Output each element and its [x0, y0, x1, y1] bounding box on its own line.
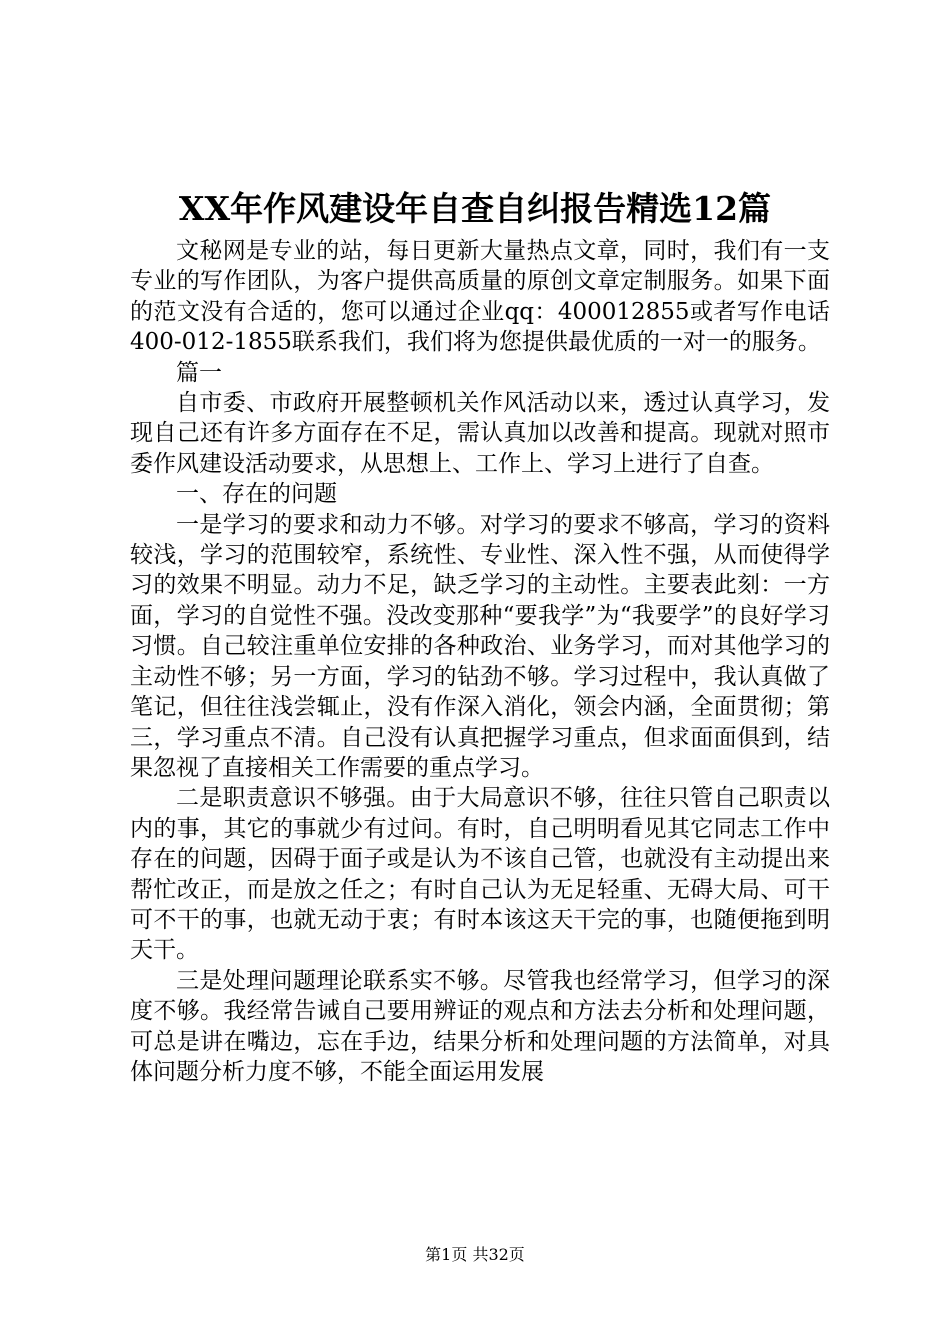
paragraph-problem-3: 三是处理问题理论联系实不够。尽管我也经常学习，但学习的深度不够。我经常告诫自己要用辨证的观点和方法去分析和处理问题，可总是讲在嘴边，忘在手边，结果分析和处理问题的方法简单，对具体问题分析力度不够，不能全面运用发展 — [130, 967, 830, 1085]
paragraph-problem-1: 一是学习的要求和动力不够。对学习的要求不够高，学习的资料较浅，学习的范围较窄，系统性、专业性、深入性不强，从而使得学习的效果不明显。动力不足，缺乏学习的主动性。主要表此刻：一方面，学习的自觉性不强。没改变那种“要我学”为“我要学”的良好学习习惯。自己较注重单位安排的各种政治、业务学习，而对其他学习的主动性不够；另一方面，学习的钻劲不够。学习过程中，我认真做了笔记，但往往浅尝辄止，没有作深入消化，领会内涵，全面贯彻；第三，学习重点不清。自己没有认真把握学习重点，但求面面俱到，结果忽视了直接相关工作需要的重点学习。 — [130, 511, 830, 781]
paragraph-problem-2: 二是职责意识不够强。由于大局意识不够，往往只管自己职责以内的事，其它的事就少有过问。有时，自己明明看见其它同志工作中存在的问题，因碍于面子或是认为不该自己管，也就没有主动提出来帮忙改正，而是放之任之；有时自己认为无足轻重、无碍大局、可干可不干的事，也就无动于衷；有时本该这天干完的事，也随便拖到明天干。 — [130, 785, 830, 964]
paragraph-intro: 文秘网是专业的站，每日更新大量热点文章，同时，我们有一支专业的写作团队，为客户提供高质量的原创文章定制服务。如果下面的范文没有合适的，您可以通过企业qq：400012855或者写作电话400-012-1855联系我们，我们将为您提供最优质的一对一的服务。 — [130, 238, 830, 356]
document-body — [130, 236, 830, 1087]
paragraph-opening: 自市委、市政府开展整顿机关作风活动以来，透过认真学习，发现自己还有许多方面存在不足，需认真加以改善和提高。现就对照市委作风建设活动要求，从思想上、工作上、学习上进行了自查。 — [130, 390, 830, 477]
document-title: XX年作风建设年自查自纠报告精选12篇 — [178, 189, 772, 228]
page-footer: 第1页 共32页 — [425, 1245, 525, 1264]
paragraph-section-heading: 篇一 — [176, 359, 222, 386]
paragraph-problems-heading: 一、存在的问题 — [176, 481, 337, 508]
